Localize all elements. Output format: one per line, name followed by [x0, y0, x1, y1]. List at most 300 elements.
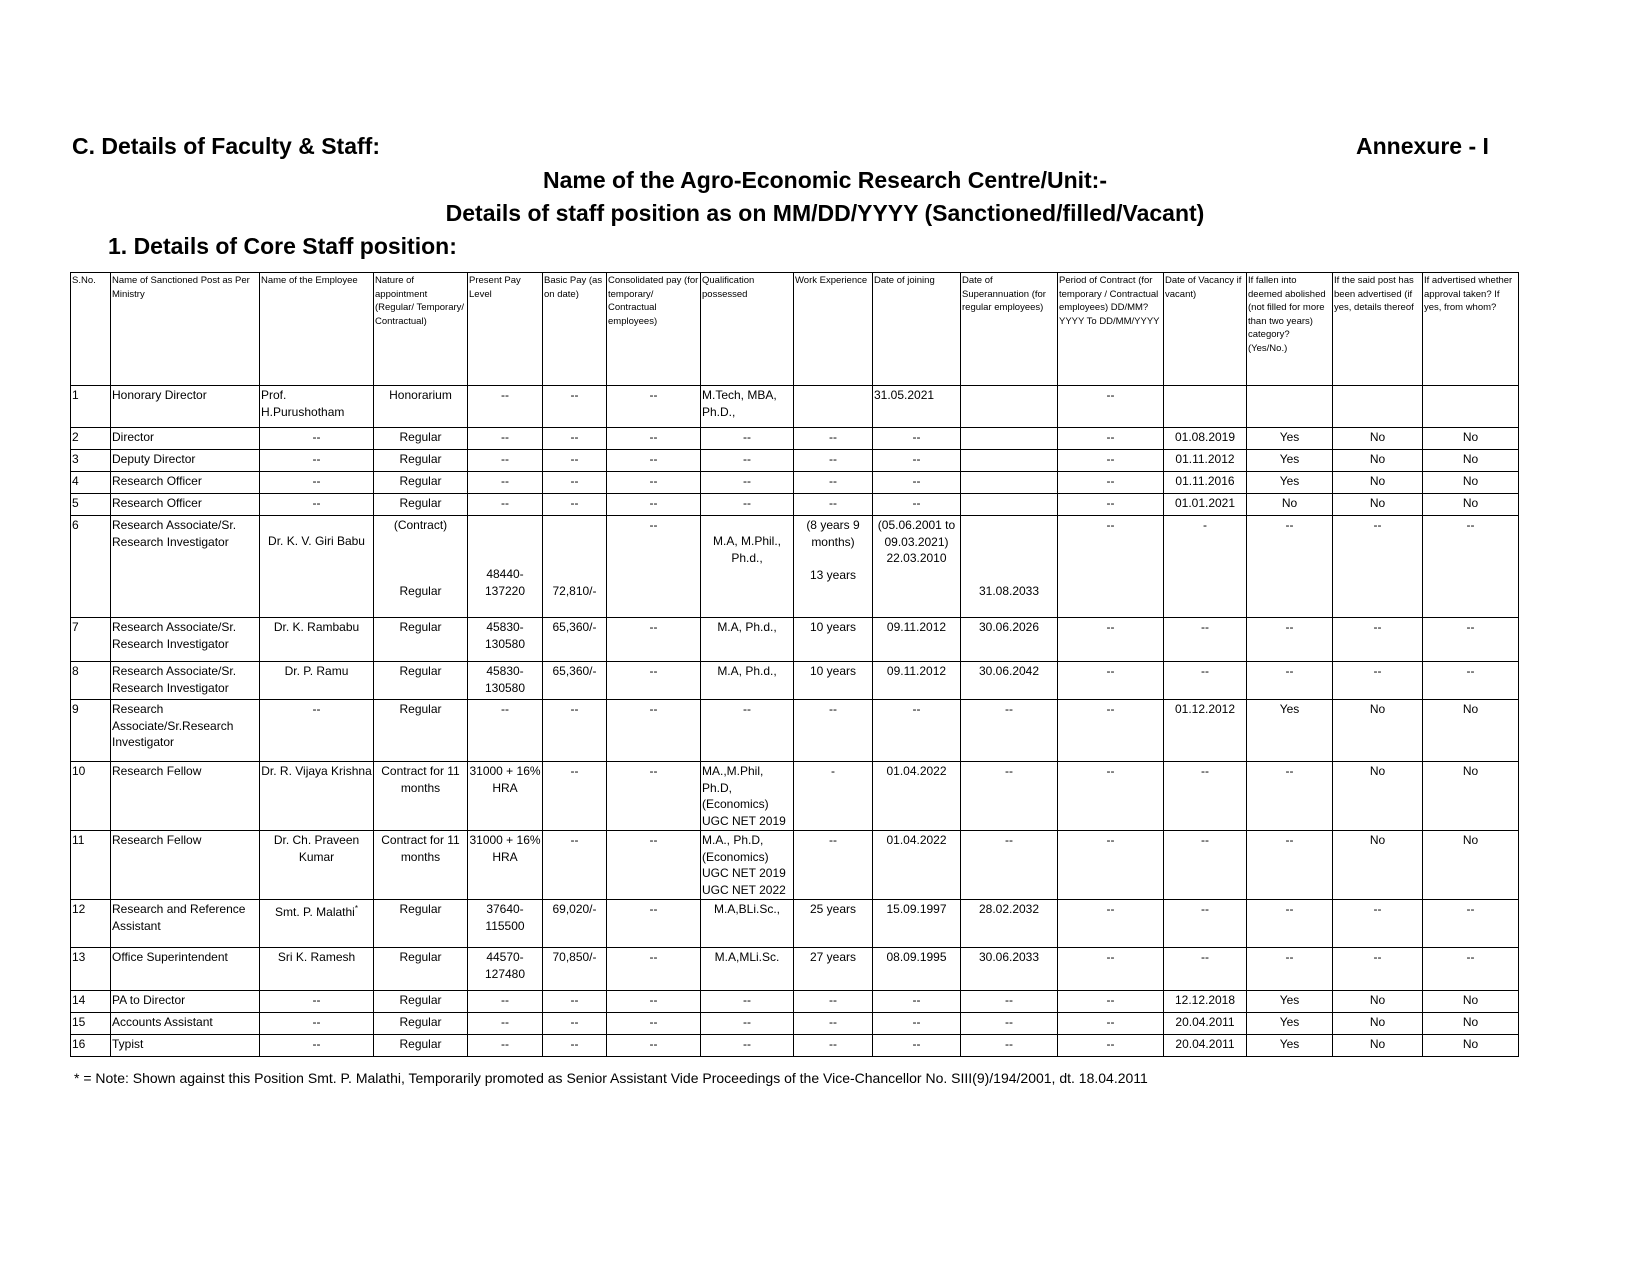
table-row	[71, 516, 1519, 618]
cell-vacancy: 20.04.2011	[1164, 1013, 1247, 1035]
cell-approval: No	[1423, 831, 1519, 900]
cell-post: Honorary Director	[111, 386, 260, 428]
cell-advertised: No	[1333, 700, 1423, 762]
position-title: Details of staff position as on MM/DD/YYYY (Sanctioned/filled/Vacant)	[445, 200, 1205, 226]
cell-advertised: No	[1333, 428, 1423, 450]
cell-advertised: No	[1333, 1013, 1423, 1035]
cell-employee: Sri K. Ramesh	[260, 948, 374, 991]
cell-vacancy: 01.08.2019	[1164, 428, 1247, 450]
cell-basic-pay: 72,810/-	[543, 516, 607, 618]
cell-approval: No	[1423, 450, 1519, 472]
cell-nature: Regular	[374, 428, 468, 450]
table-row	[71, 618, 1519, 662]
table-row	[71, 1035, 1519, 1057]
col-header-nature: Nature of appointment (Regular/ Temporary/ Contractual)	[374, 273, 468, 386]
cell-joining: --	[873, 428, 961, 450]
cell-approval: No	[1423, 762, 1519, 831]
cell-experience-regular: 13 years	[809, 568, 857, 582]
cell-superannuation: 30.06.2042	[961, 662, 1058, 700]
cell-advertised	[1333, 386, 1423, 428]
cell-post: PA to Director	[111, 991, 260, 1013]
cell-contract: --	[1058, 900, 1164, 948]
cell-superannuation: --	[961, 700, 1058, 762]
cell-consolidated: --	[607, 1013, 701, 1035]
subsection-title: 1. Details of Core Staff position:	[108, 233, 457, 259]
staff-table	[70, 272, 1519, 1057]
table-row	[71, 991, 1519, 1013]
cell-superannuation: --	[961, 1035, 1058, 1057]
cell-nature: Regular	[374, 472, 468, 494]
cell-employee: Dr. Ch. Praveen Kumar	[260, 831, 374, 900]
cell-vacancy: --	[1164, 900, 1247, 948]
cell-pay-level: 45830-130580	[468, 618, 543, 662]
cell-employee: --	[260, 494, 374, 516]
cell-sno: 8	[71, 662, 111, 700]
cell-experience: --	[794, 700, 873, 762]
cell-vacancy: --	[1164, 948, 1247, 991]
cell-vacancy: 20.04.2011	[1164, 1035, 1247, 1057]
cell-employee: --	[260, 1013, 374, 1035]
cell-experience: --	[794, 494, 873, 516]
cell-employee: Dr. P. Ramu	[260, 662, 374, 700]
cell-pay-level: 48440-137220	[468, 516, 543, 618]
cell-nature: Regular	[374, 618, 468, 662]
cell-vacancy: 12.12.2018	[1164, 991, 1247, 1013]
cell-employee: Dr. R. Vijaya Krishna	[260, 762, 374, 831]
cell-qualification: --	[701, 1013, 794, 1035]
cell-experience-contract: (8 years 9 months)	[806, 518, 860, 549]
cell-consolidated: --	[607, 662, 701, 700]
cell-joining: 31.05.2021	[873, 386, 961, 428]
cell-contract: --	[1058, 386, 1164, 428]
cell-nature: Regular	[374, 494, 468, 516]
cell-post: Research Associate/Sr.Research Investigator	[111, 700, 260, 762]
cell-sno: 5	[71, 494, 111, 516]
cell-post: Research Associate/Sr. Research Investigator	[111, 662, 260, 700]
cell-contract: --	[1058, 1013, 1164, 1035]
cell-vacancy: 01.11.2012	[1164, 450, 1247, 472]
col-header-qualification: Qualification possessed	[701, 273, 794, 386]
cell-nature-contract: (Contract)	[393, 518, 448, 532]
cell-advertised: --	[1333, 948, 1423, 991]
cell-advertised: --	[1333, 900, 1423, 948]
col-header-experience: Work Experience	[794, 273, 873, 386]
cell-qualification: M.A, Ph.d.,	[701, 662, 794, 700]
cell-qualification: --	[701, 472, 794, 494]
cell-pay-level: --	[468, 428, 543, 450]
cell-basic-pay: --	[543, 428, 607, 450]
table-row	[71, 948, 1519, 991]
cell-abolished: --	[1247, 948, 1333, 991]
cell-superannuation: 30.06.2026	[961, 618, 1058, 662]
cell-employee: --	[260, 450, 374, 472]
cell-abolished: Yes	[1247, 1013, 1333, 1035]
col-header-advertised: If the said post has been advertised (if yes, details thereof	[1333, 273, 1423, 386]
cell-joining: 01.04.2022	[873, 762, 961, 831]
cell-basic-pay: 65,360/-	[543, 618, 607, 662]
cell-experience	[794, 516, 873, 618]
cell-joining: --	[873, 1013, 961, 1035]
cell-abolished: --	[1247, 831, 1333, 900]
cell-abolished: --	[1247, 900, 1333, 948]
cell-vacancy: --	[1164, 618, 1247, 662]
cell-abolished: Yes	[1247, 1035, 1333, 1057]
cell-advertised: No	[1333, 494, 1423, 516]
cell-superannuation: --	[961, 991, 1058, 1013]
cell-post: Research Associate/Sr. Research Investigator	[111, 516, 260, 618]
cell-contract: --	[1058, 948, 1164, 991]
table-row	[71, 831, 1519, 900]
cell-nature: Regular	[374, 948, 468, 991]
cell-post: Accounts Assistant	[111, 1013, 260, 1035]
cell-qualification: --	[701, 991, 794, 1013]
cell-consolidated: --	[607, 516, 701, 618]
cell-approval: No	[1423, 428, 1519, 450]
cell-abolished: Yes	[1247, 472, 1333, 494]
cell-basic-pay: --	[543, 1013, 607, 1035]
cell-joining: --	[873, 1035, 961, 1057]
cell-experience: --	[794, 428, 873, 450]
cell-employee: --	[260, 1035, 374, 1057]
table-row	[71, 428, 1519, 450]
cell-employee: --	[260, 472, 374, 494]
cell-contract: --	[1058, 450, 1164, 472]
cell-experience	[794, 386, 873, 428]
cell-consolidated: --	[607, 1035, 701, 1057]
cell-basic-pay: --	[543, 472, 607, 494]
cell-nature	[374, 516, 468, 618]
cell-vacancy: 01.01.2021	[1164, 494, 1247, 516]
cell-pay-level: --	[468, 1035, 543, 1057]
cell-abolished: Yes	[1247, 991, 1333, 1013]
cell-contract: --	[1058, 428, 1164, 450]
cell-contract: --	[1058, 494, 1164, 516]
cell-qualification: --	[701, 428, 794, 450]
table-row	[71, 762, 1519, 831]
cell-experience: -	[794, 762, 873, 831]
col-header-basic-pay: Basic Pay (as on date)	[543, 273, 607, 386]
cell-vacancy: --	[1164, 831, 1247, 900]
cell-joining: --	[873, 991, 961, 1013]
cell-joining-contract: (05.06.2001 to 09.03.2021)	[877, 518, 956, 549]
cell-joining-regular: 22.03.2010	[886, 551, 947, 565]
cell-consolidated: --	[607, 386, 701, 428]
table-row	[71, 494, 1519, 516]
annexure-label: Annexure - I	[1356, 133, 1489, 159]
cell-joining: 08.09.1995	[873, 948, 961, 991]
cell-post: Research Associate/Sr. Research Investigator	[111, 618, 260, 662]
cell-advertised: No	[1333, 1035, 1423, 1057]
cell-consolidated: --	[607, 700, 701, 762]
cell-abolished: No	[1247, 494, 1333, 516]
cell-post: Research Fellow	[111, 831, 260, 900]
cell-contract: --	[1058, 516, 1164, 618]
cell-consolidated: --	[607, 948, 701, 991]
cell-approval: No	[1423, 1013, 1519, 1035]
cell-advertised: --	[1333, 662, 1423, 700]
cell-employee: Prof. H.Purushotham	[260, 386, 374, 428]
cell-employee: --	[260, 428, 374, 450]
cell-basic-pay: --	[543, 494, 607, 516]
cell-pay-level: 31000 + 16% HRA	[468, 762, 543, 831]
employee-name: Smt. P. Malathi	[275, 905, 355, 919]
cell-contract: --	[1058, 991, 1164, 1013]
cell-nature: Regular	[374, 700, 468, 762]
cell-pay-level: --	[468, 1013, 543, 1035]
cell-approval: --	[1423, 516, 1519, 618]
cell-contract: --	[1058, 762, 1164, 831]
cell-qualification: --	[701, 1035, 794, 1057]
cell-pay-level: --	[468, 450, 543, 472]
cell-abolished: --	[1247, 516, 1333, 618]
cell-sno: 7	[71, 618, 111, 662]
note-marker: *	[354, 904, 358, 913]
cell-nature: Regular	[374, 662, 468, 700]
cell-nature: Regular	[374, 1013, 468, 1035]
cell-basic-pay: 69,020/-	[543, 900, 607, 948]
cell-consolidated: --	[607, 900, 701, 948]
col-header-consolidated: Consolidated pay (for temporary/ Contractual employees)	[607, 273, 701, 386]
cell-approval: --	[1423, 948, 1519, 991]
cell-sno: 2	[71, 428, 111, 450]
cell-basic-pay: --	[543, 386, 607, 428]
cell-consolidated: --	[607, 428, 701, 450]
cell-vacancy: --	[1164, 762, 1247, 831]
cell-consolidated: --	[607, 494, 701, 516]
cell-vacancy: 01.12.2012	[1164, 700, 1247, 762]
cell-advertised: No	[1333, 991, 1423, 1013]
cell-sno: 1	[71, 386, 111, 428]
cell-nature: Regular	[374, 450, 468, 472]
cell-post: Research Officer	[111, 472, 260, 494]
cell-abolished: Yes	[1247, 700, 1333, 762]
cell-basic-pay: 70,850/-	[543, 948, 607, 991]
cell-sno: 10	[71, 762, 111, 831]
cell-employee: Dr. K. Rambabu	[260, 618, 374, 662]
cell-vacancy: -	[1164, 516, 1247, 618]
cell-nature-regular: Regular	[399, 583, 442, 598]
table-row	[71, 450, 1519, 472]
cell-joining: --	[873, 494, 961, 516]
col-header-vacancy: Date of Vacancy if vacant)	[1164, 273, 1247, 386]
cell-sno: 16	[71, 1035, 111, 1057]
cell-basic-pay: --	[543, 991, 607, 1013]
cell-experience: --	[794, 472, 873, 494]
centre-title: Name of the Agro-Economic Research Centre/Unit:-	[542, 167, 1108, 193]
cell-experience: --	[794, 831, 873, 900]
cell-experience: 25 years	[794, 900, 873, 948]
cell-contract: --	[1058, 662, 1164, 700]
cell-superannuation	[961, 494, 1058, 516]
cell-superannuation: --	[961, 762, 1058, 831]
cell-experience: 27 years	[794, 948, 873, 991]
cell-pay-level: 31000 + 16% HRA	[468, 831, 543, 900]
cell-joining: 01.04.2022	[873, 831, 961, 900]
cell-advertised: No	[1333, 450, 1423, 472]
cell-employee: --	[260, 991, 374, 1013]
cell-experience: 10 years	[794, 618, 873, 662]
cell-abolished: Yes	[1247, 428, 1333, 450]
cell-pay-level: 45830-130580	[468, 662, 543, 700]
col-header-post: Name of Sanctioned Post as Per Ministry	[111, 273, 260, 386]
cell-post: Research Officer	[111, 494, 260, 516]
cell-joining	[873, 516, 961, 618]
table-header-row	[71, 273, 1519, 386]
cell-employee: --	[260, 700, 374, 762]
cell-basic-pay: --	[543, 831, 607, 900]
cell-experience: --	[794, 1013, 873, 1035]
table-row	[71, 386, 1519, 428]
cell-consolidated: --	[607, 991, 701, 1013]
cell-sno: 12	[71, 900, 111, 948]
cell-nature: Honorarium	[374, 386, 468, 428]
cell-joining: 09.11.2012	[873, 618, 961, 662]
col-header-abolished: If fallen into deemed abolished (not filled for more than two years) category? (Yes/No.)	[1247, 273, 1333, 386]
section-title: C. Details of Faculty & Staff:	[72, 133, 380, 159]
cell-joining: --	[873, 472, 961, 494]
table-row	[71, 662, 1519, 700]
col-header-superannuation: Date of Superannuation (for regular employees)	[961, 273, 1058, 386]
table-row	[71, 472, 1519, 494]
cell-contract: --	[1058, 472, 1164, 494]
cell-vacancy	[1164, 386, 1247, 428]
cell-post: Deputy Director	[111, 450, 260, 472]
cell-post: Director	[111, 428, 260, 450]
cell-pay-level: --	[468, 991, 543, 1013]
cell-vacancy: 01.11.2016	[1164, 472, 1247, 494]
cell-consolidated: --	[607, 831, 701, 900]
cell-consolidated: --	[607, 450, 701, 472]
cell-abolished: Yes	[1247, 450, 1333, 472]
col-header-joining: Date of joining	[873, 273, 961, 386]
cell-post: Typist	[111, 1035, 260, 1057]
cell-consolidated: --	[607, 618, 701, 662]
cell-advertised: --	[1333, 618, 1423, 662]
cell-post: Office Superintendent	[111, 948, 260, 991]
cell-basic-pay: --	[543, 450, 607, 472]
cell-contract: --	[1058, 618, 1164, 662]
cell-qualification: M.A,MLi.Sc.	[701, 948, 794, 991]
cell-sno: 9	[71, 700, 111, 762]
cell-qualification: M.A,BLi.Sc.,	[701, 900, 794, 948]
cell-qualification: M.A., Ph.D, (Economics) UGC NET 2019 UGC NET 2022	[701, 831, 794, 900]
cell-advertised: No	[1333, 472, 1423, 494]
cell-superannuation	[961, 450, 1058, 472]
col-header-pay-level: Present Pay Level	[468, 273, 543, 386]
cell-pay-level: --	[468, 472, 543, 494]
cell-nature: Contract for 11 months	[374, 762, 468, 831]
cell-qualification: --	[701, 450, 794, 472]
cell-experience: 10 years	[794, 662, 873, 700]
cell-consolidated: --	[607, 472, 701, 494]
col-header-contract: Period of Contract (for temporary / Contractual employees) DD/MM?YYYY To DD/MM/YYYY	[1058, 273, 1164, 386]
cell-approval: --	[1423, 618, 1519, 662]
cell-employee	[260, 900, 374, 948]
cell-basic-pay: 65,360/-	[543, 662, 607, 700]
cell-pay-level: 44570-127480	[468, 948, 543, 991]
cell-sno: 15	[71, 1013, 111, 1035]
cell-superannuation	[961, 472, 1058, 494]
cell-joining: --	[873, 450, 961, 472]
cell-superannuation	[961, 428, 1058, 450]
cell-sno: 11	[71, 831, 111, 900]
cell-approval	[1423, 386, 1519, 428]
cell-joining: 15.09.1997	[873, 900, 961, 948]
cell-contract: --	[1058, 831, 1164, 900]
cell-qualification: --	[701, 700, 794, 762]
cell-employee: Dr. K. V. Giri Babu	[260, 516, 374, 618]
cell-post: Research Fellow	[111, 762, 260, 831]
cell-sno: 3	[71, 450, 111, 472]
cell-pay-level: --	[468, 386, 543, 428]
cell-experience: --	[794, 991, 873, 1013]
cell-joining: --	[873, 700, 961, 762]
cell-sno: 13	[71, 948, 111, 991]
cell-contract: --	[1058, 700, 1164, 762]
cell-superannuation: --	[961, 1013, 1058, 1035]
col-header-sno: S.No.	[71, 273, 111, 386]
cell-sno: 4	[71, 472, 111, 494]
cell-pay-level: 37640-115500	[468, 900, 543, 948]
cell-qualification: M.Tech, MBA, Ph.D.,	[701, 386, 794, 428]
cell-abolished	[1247, 386, 1333, 428]
cell-sno: 14	[71, 991, 111, 1013]
table-row	[71, 700, 1519, 762]
cell-contract: --	[1058, 1035, 1164, 1057]
footnote: * = Note: Shown against this Position Smt. P. Malathi, Temporarily promoted as Senior Assistant Vide Proceedings of the Vice-Chancellor No. SIII(9)/194/2001, dt. 18.04.2011	[74, 1070, 1148, 1086]
table-row	[71, 1013, 1519, 1035]
cell-experience: --	[794, 450, 873, 472]
cell-nature: Regular	[374, 1035, 468, 1057]
cell-basic-pay: --	[543, 700, 607, 762]
cell-basic-pay: --	[543, 1035, 607, 1057]
cell-superannuation: 30.06.2033	[961, 948, 1058, 991]
cell-vacancy: --	[1164, 662, 1247, 700]
cell-qualification: M.A, Ph.d.,	[701, 618, 794, 662]
cell-approval: No	[1423, 991, 1519, 1013]
cell-experience: --	[794, 1035, 873, 1057]
cell-abolished: --	[1247, 662, 1333, 700]
cell-approval: No	[1423, 494, 1519, 516]
cell-nature: Contract for 11 months	[374, 831, 468, 900]
cell-nature: Regular	[374, 900, 468, 948]
cell-joining: 09.11.2012	[873, 662, 961, 700]
cell-approval: --	[1423, 900, 1519, 948]
cell-advertised: --	[1333, 516, 1423, 618]
table-row	[71, 900, 1519, 948]
cell-abolished: --	[1247, 762, 1333, 831]
cell-pay-level: --	[468, 494, 543, 516]
cell-consolidated: --	[607, 762, 701, 831]
cell-superannuation	[961, 386, 1058, 428]
cell-nature: Regular	[374, 991, 468, 1013]
cell-superannuation: --	[961, 831, 1058, 900]
cell-approval: No	[1423, 1035, 1519, 1057]
col-header-employee: Name of the Employee	[260, 273, 374, 386]
cell-approval: No	[1423, 700, 1519, 762]
col-header-approval: If advertised whether approval taken? If yes, from whom?	[1423, 273, 1519, 386]
cell-qualification: MA.,M.Phil, Ph.D, (Economics) UGC NET 2019	[701, 762, 794, 831]
cell-qualification: --	[701, 494, 794, 516]
cell-superannuation: 31.08.2033	[961, 516, 1058, 618]
cell-approval: No	[1423, 472, 1519, 494]
cell-basic-pay: --	[543, 762, 607, 831]
cell-superannuation: 28.02.2032	[961, 900, 1058, 948]
cell-post: Research and Reference Assistant	[111, 900, 260, 948]
cell-abolished: --	[1247, 618, 1333, 662]
cell-advertised: No	[1333, 762, 1423, 831]
cell-advertised: No	[1333, 831, 1423, 900]
